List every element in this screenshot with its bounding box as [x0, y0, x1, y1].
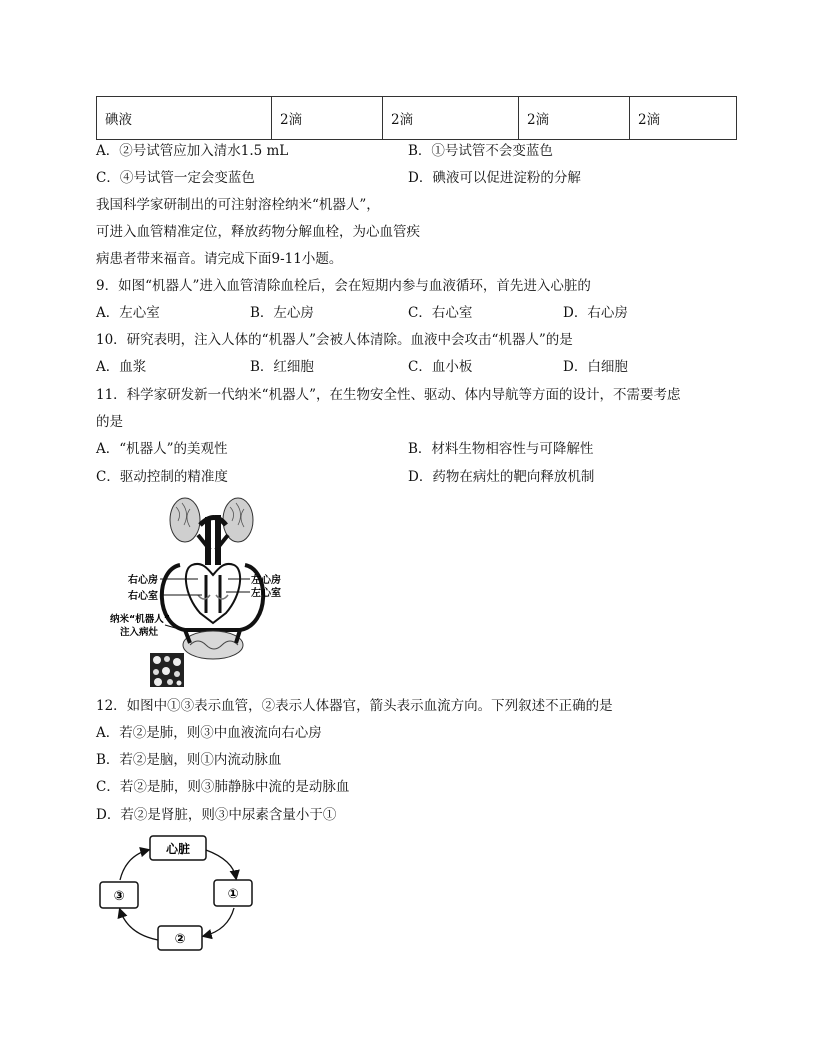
- nanobot-micrograph-icon: [150, 653, 184, 687]
- table-cell: 碘液: [97, 97, 272, 140]
- node-3-label: ③: [113, 889, 125, 904]
- table-cell: 2滴: [383, 97, 519, 140]
- table-row: [97, 97, 737, 140]
- q11-option-d: D．药物在病灶的靶向释放机制: [408, 469, 595, 485]
- heart-circulation-figure: [110, 495, 300, 690]
- q11-option-c: C．驱动控制的精准度: [96, 469, 228, 485]
- label-right-ventricle: 右心室: [128, 591, 158, 602]
- reagent-table: [96, 96, 737, 140]
- q10-option-b: B．红细胞: [250, 359, 314, 375]
- q9-stem: 9．如图“机器人”进入血管清除血栓后，会在短期内参与血液循环，首先进入心脏的: [96, 278, 591, 294]
- q11-stem: 11．科学家研发新一代纳米“机器人”，在生物安全性、驱动、体内导航等方面的设计，不需要考虑: [96, 387, 681, 403]
- q10-stem: 10．研究表明，注入人体的“机器人”会被人体清除。血液中会攻击“机器人”的是: [96, 332, 573, 348]
- q9-option-a: A．左心室: [96, 305, 160, 321]
- q12-stem: 12．如图中①③表示血管，②表示人体器官，箭头表示血流方向。下列叙述不正确的是: [96, 698, 613, 714]
- table-cell: 2滴: [272, 97, 383, 140]
- table-cell: 2滴: [519, 97, 630, 140]
- label-injection-site: 注入病灶: [120, 627, 159, 638]
- q10-option-d: D．白细胞: [563, 359, 628, 375]
- q8-option-a: A．②号试管应加入清水1.5 mL: [96, 143, 289, 159]
- q10-option-a: A．血浆: [96, 359, 147, 375]
- capillary-network-icon: [183, 630, 243, 659]
- blood-cycle-diagram: [98, 830, 260, 954]
- q8-option-b: B．①号试管不会变蓝色: [408, 143, 553, 159]
- heart-box-label: 心脏: [165, 842, 191, 856]
- q12-option-a: A．若②是肺，则③中血液流向右心房: [96, 725, 322, 741]
- intro-line-1: 我国科学家研制出的可注射溶栓纳米“机器人”，: [96, 197, 380, 213]
- q9-option-b: B．左心房: [250, 305, 314, 321]
- table-cell: 2滴: [630, 97, 737, 140]
- q12-option-c: C．若②是肺，则③肺静脉中流的是动脉血: [96, 779, 350, 795]
- label-left-atrium: 左心房: [251, 575, 281, 586]
- q11-stem-continued: 的是: [96, 414, 123, 430]
- q8-option-d: D．碘液可以促进淀粉的分解: [408, 170, 581, 186]
- node-1-label: ①: [227, 887, 239, 902]
- q9-option-d: D．右心房: [563, 305, 628, 321]
- intro-line-3: 病患者带来福音。请完成下面9-11小题。: [96, 251, 343, 267]
- q11-option-b: B．材料生物相容性与可降解性: [408, 441, 594, 457]
- label-left-ventricle: 左心室: [251, 588, 281, 599]
- label-right-atrium: 右心房: [128, 575, 158, 586]
- q11-option-a: A．“机器人”的美观性: [96, 441, 228, 457]
- intro-line-2: 可进入血管精准定位，释放药物分解血栓，为心血管疾: [96, 224, 420, 240]
- q12-option-b: B．若②是脑，则①内流动脉血: [96, 752, 282, 768]
- lung-left-icon: [170, 498, 200, 542]
- q8-option-c: C．④号试管一定会变蓝色: [96, 170, 255, 186]
- q12-option-d: D．若②是肾脏，则③中尿素含量小于①: [96, 807, 337, 823]
- q9-option-c: C．右心室: [408, 305, 473, 321]
- label-nanobot: 纳米“机器人”: [110, 614, 170, 625]
- heart-icon: [186, 564, 240, 623]
- node-2-label: ②: [174, 932, 186, 947]
- q10-option-c: C．血小板: [408, 359, 473, 375]
